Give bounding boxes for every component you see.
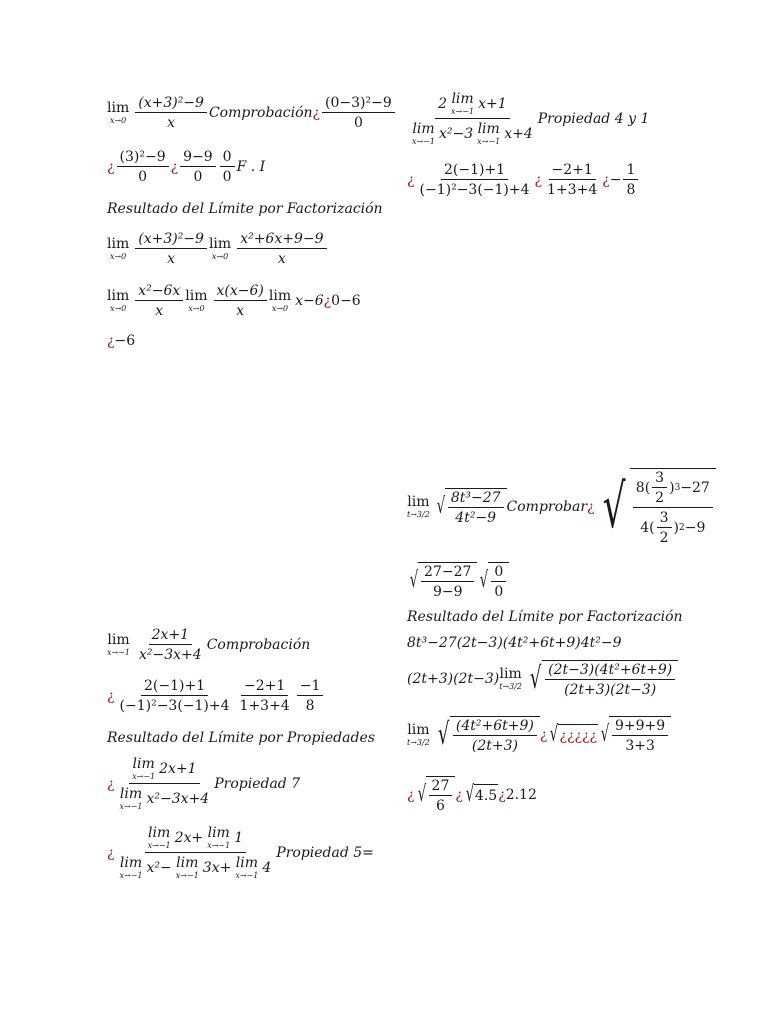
eq-left-2: ¿ (3)²−9 0 ¿ 9−9 0 0 0 F . I — [107, 149, 266, 185]
eq-left-8: ¿ lim x→−1 2x+1 lim x→−1 x²−3x+4 Propiedad 7 — [107, 756, 301, 811]
eq-right-2: ¿ 2(−1)+1 (−1)²−3(−1)+4 ¿ −2+1 1+3+4 ¿ − $\frac{1}{8}$ — [407, 163, 640, 197]
eq-right-7: lim t→3/2 √ (4t²+6t+9) (2t+3) ¿ √ ¿¿¿¿¿ √ 9+9+9 3+3 — [407, 716, 671, 753]
eq-left-6: lim x→−1 2x+1 x²−3x+4 Comprobación — [107, 627, 311, 663]
eq-left-7: ¿ 2(−1)+1 (−1)²−3(−1)+4 −2+1 1+3+4 −1 8 — [107, 679, 325, 713]
heading-factorizacion-right: Resultado del Límite por Factorización — [407, 609, 683, 625]
heading-factorizacion-left: Resultado del Límite por Factorización — [107, 201, 383, 217]
eq-right-4: √ 27−27 9−9 √ 0 0 — [407, 562, 509, 599]
eq-right-6: (2t+3)(2t−3) lim t→3/2 √ (2t−3)(4t²+6t+9) (2t+3)(2t−3) — [407, 660, 678, 697]
eq-right-3: lim t→3/2 √ 8t³−27 4t²−9 Comprobar ¿ √ 8 ( 3 2 ) 3 −27 4 ( 3 2 ) 2 −9 — [407, 468, 716, 545]
eq-left-5: ¿ −6 — [107, 333, 136, 349]
eq-left-3: lim x→0 (x+3)²−9 x lim x→0 x²+6x+9−9 x — [107, 232, 329, 266]
eq-left-9: ¿ lim x→−1 2x+ lim x→−1 1 lim x→−1 x²− lim x→−1 3x+ lim x→−1 4 Propiedad 5= — [107, 825, 374, 880]
eq-right-8: ¿ √ 27 6 ¿ √ 4.5 ¿ 2.12 — [407, 778, 537, 814]
eq-left-4: lim x→0 x²−6x x lim x→0 x(x−6) x lim x→0 x−6 ¿ 0−6 — [107, 283, 361, 319]
eq-right-1: 2 lim x→−1 x+1 lim x→−1 x²−3 lim x→−1 x+4 Propiedad 4 y 1 — [412, 91, 650, 146]
eq-right-5: 8t³−27(2t−3)(4t²+6t+9)4t²−9 — [407, 635, 622, 651]
eq-left-1: lim x→0 (x+3)²−9 x Comprobación ¿ (0−3)²−9 0 — [107, 96, 397, 130]
heading-propiedades: Resultado del Límite por Propiedades — [107, 730, 375, 746]
